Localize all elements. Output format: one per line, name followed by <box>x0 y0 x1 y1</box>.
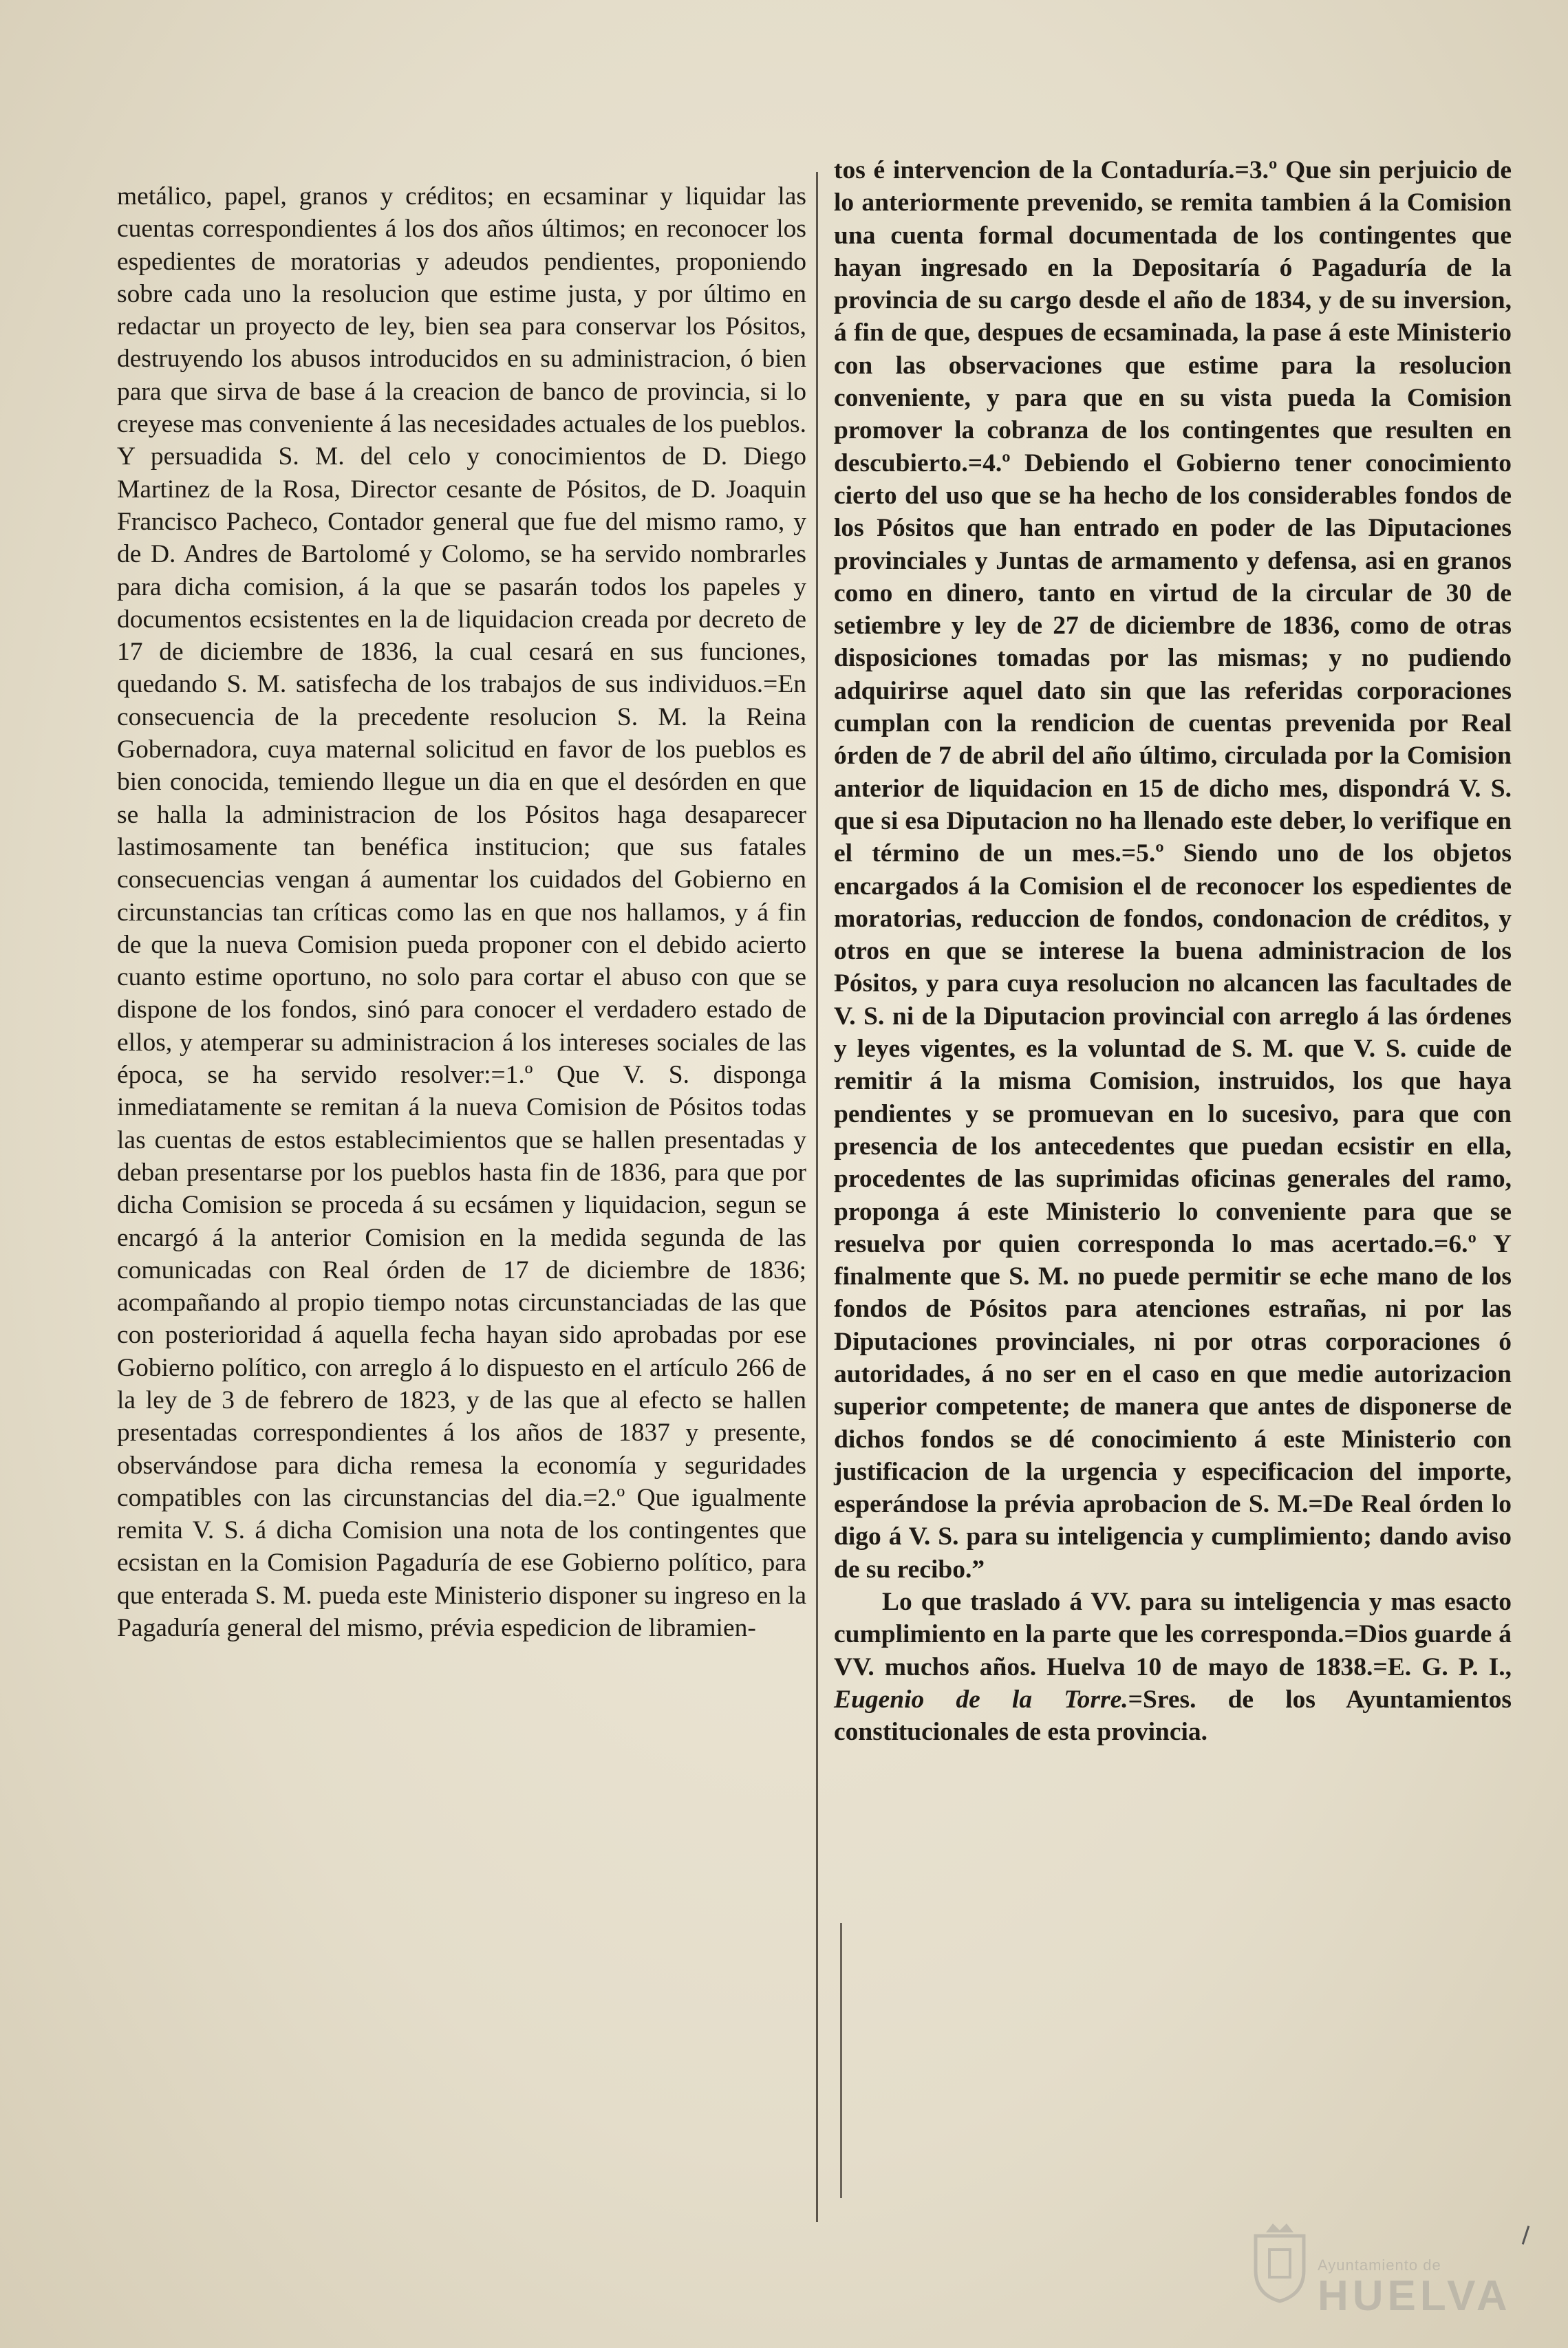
right-column-paragraph-2 <box>834 1586 1512 1748</box>
right-column-paragraph-1: tos é intervencion de la Contaduría.=3.º Que sin perjuicio de lo anteriormente prevenido, se remita tambien á la Comision una cuenta formal documentada de los contingentes que hayan ingresado en la Depositaría ó Pagaduría de la provincia de su cargo desde el año de 1834, y de su inversion, á fin de que, despues de ecsaminada, la pase á este Ministerio con las observaciones que estime para la resolucion conveniente, y para que en su vista pueda la Comision promover la cobranza de los contingentes que resulten en descubierto.=4.º Debiendo el Gobierno tener conocimiento cierto del uso que se ha hecho de los considerables fondos de los Pósitos que han entrado en poder de las Diputaciones provinciales y Juntas de armamento y defensa, asi en granos como en dinero, tanto en virtud de la circular de 30 de setiembre y ley de 27 de diciembre de 1836, como de otras disposiciones tomadas por las mismas; y no pudiendo adquirirse aquel dato sin que las referidas corporaciones cumplan con la rendicion de cuentas prevenida por Real órden de 7 de abril del año último, circulada por la Comision anterior de liquidacion en 15 de dicho mes, dispondrá V. S. que si esa Diputacion no ha llenado este deber, lo verifique en el término de un mes.=5.º Siendo uno de los objetos encargados á la Comision el de reconocer los espedientes de moratorias, reduccion de fondos, condonacion de créditos, y otros en que se interese la buena administracion de los Pósitos, y para cuya resolucion no alcancen las facultades de V. S. ni de la Diputacion provincial con arreglo á las órdenes y leyes vigentes, es la voluntad de S. M. que V. S. cuide de remitir á la misma Comision, instruidos, los que haya pendientes y se promuevan en lo sucesivo, para que con presencia de los antecedentes que puedan ecsistir en ella, procedentes de las suprimidas oficinas generales del ramo, proponga á este Ministerio lo conveniente para que se resuelva por quien corresponda lo mas acertado.=6.º Y finalmente que S. M. no puede permitir se eche mano de los fondos de Pósitos para atenciones estrañas, ni por las Diputaciones provinciales, ni por otras corporaciones ó autoridades, á no ser en el caso en que medie autorizacion superior competente; de manera que antes de disponerse de dichos fondos se dé conocimiento á este Ministerio con justificacion de la urgencia y especificacion del importe, esperándose la prévia aprobacion de S. M.=De Real órden lo digo á V. S. para su inteligencia y cumplimiento; dando aviso de su recibo.” <box>834 156 1512 1584</box>
closing-text: Lo que traslado á VV. para su inteligencia y mas esacto cumplimiento en la parte que les corresponda.=Dios guarde á VV. muchos años. Huelva 10 de mayo de 1838.=E. G. P. I., <box>834 1588 1512 1681</box>
watermark-text <box>1318 2257 1512 2318</box>
column-divider <box>816 172 818 2222</box>
watermark-logo <box>1249 2119 1551 2325</box>
watermark-line2: HUELVA <box>1318 2272 1512 2320</box>
right-column <box>834 154 1512 1749</box>
signature: Eugenio de la Torre. <box>834 1685 1128 1714</box>
left-column <box>117 180 806 1644</box>
crest-icon <box>1249 2222 1311 2305</box>
watermark-line1: Ayuntamiento de <box>1318 2257 1441 2274</box>
column-divider-lower <box>840 1923 842 2198</box>
addressee: =Sres. de los Ayuntamientos constitucionales de esta provincia. <box>834 1685 1512 1747</box>
left-column-text: metálico, papel, granos y créditos; en ecsaminar y liquidar las cuentas correspondientes á los dos años últimos; en reconocer los espedientes de moratorias y adeudos pendientes, proponiendo sobre cada uno la resolucion que estime justa, y por último en redactar un proyecto de ley, bien sea para conservar los Pósitos, destruyendo los abusos introducidos en su administracion, ó bien para que sirva de base á la creacion de banco de provincia, si lo creyese mas conveniente á las necesidades actuales de los pueblos. Y persuadida S. M. del celo y conocimientos de D. Diego Martinez de la Rosa, Director cesante de Pósitos, de D. Joaquin Francisco Pacheco, Contador general que fue del mismo ramo, y de D. Andres de Bartolomé y Colomo, se ha servido nombrarles para dicha comision, á la que se pasarán todos los papeles y documentos ecsistentes en la de liquidacion creada por decreto de 17 de diciembre de 1836, la cual cesará en sus funciones, quedando S. M. satisfecha de los trabajos de sus individuos.=En consecuencia de la precedente resolucion S. M. la Reina Gobernadora, cuya maternal solicitud en favor de los pueblos es bien conocida, temiendo llegue un dia en que el desórden en que se halla la administracion de los Pósitos haga desaparecer lastimosamente tan benéfica institucion; que sus fatales consecuencias vengan á aumentar los cuidados del Gobierno en circunstancias tan críticas como las en que nos hallamos, y á fin de que la nueva Comision pueda proponer con el debido acierto cuanto estime oportuno, no solo para cortar el abuso con que se dispone de los fondos, sinó para conocer el verdadero estado de ellos, y atemperar su administracion á los intereses sociales de las época, se ha servido resolver:=1.º Que V. S. disponga inmediatamente se remitan á la nueva Comision de Pósitos todas las cuentas de estos establecimientos que se hallen presentadas y deban presentarse por los pueblos hasta fin de 1836, para que por dicha Comision se proceda á su ecsámen y liquidacion, segun se encargó á la anterior Comision en la medida segunda de las comunicadas con Real órden de 17 de diciembre de 1836; acompañando al propio tiempo notas circunstanciadas de las que con posterioridad á aquella fecha hayan sido aprobadas por ese Gobierno político, con arreglo á lo dispuesto en el artículo 266 de la ley de 3 de febrero de 1823, y de las que al efecto se hallen presentadas correspondientes á los años de 1837 y presente, observándose para dicha remesa la economía y seguridades compatibles con las circunstancias del dia.=2.º Que igualmente remita V. S. á dicha Comision una nota de los contingentes que ecsistan en la Comision Pagaduría de ese Gobierno político, para que enterada S. M. pueda este Ministerio disponer su ingreso en la Pagaduría general del mismo, prévia espedicion de libramien- <box>117 182 806 1643</box>
